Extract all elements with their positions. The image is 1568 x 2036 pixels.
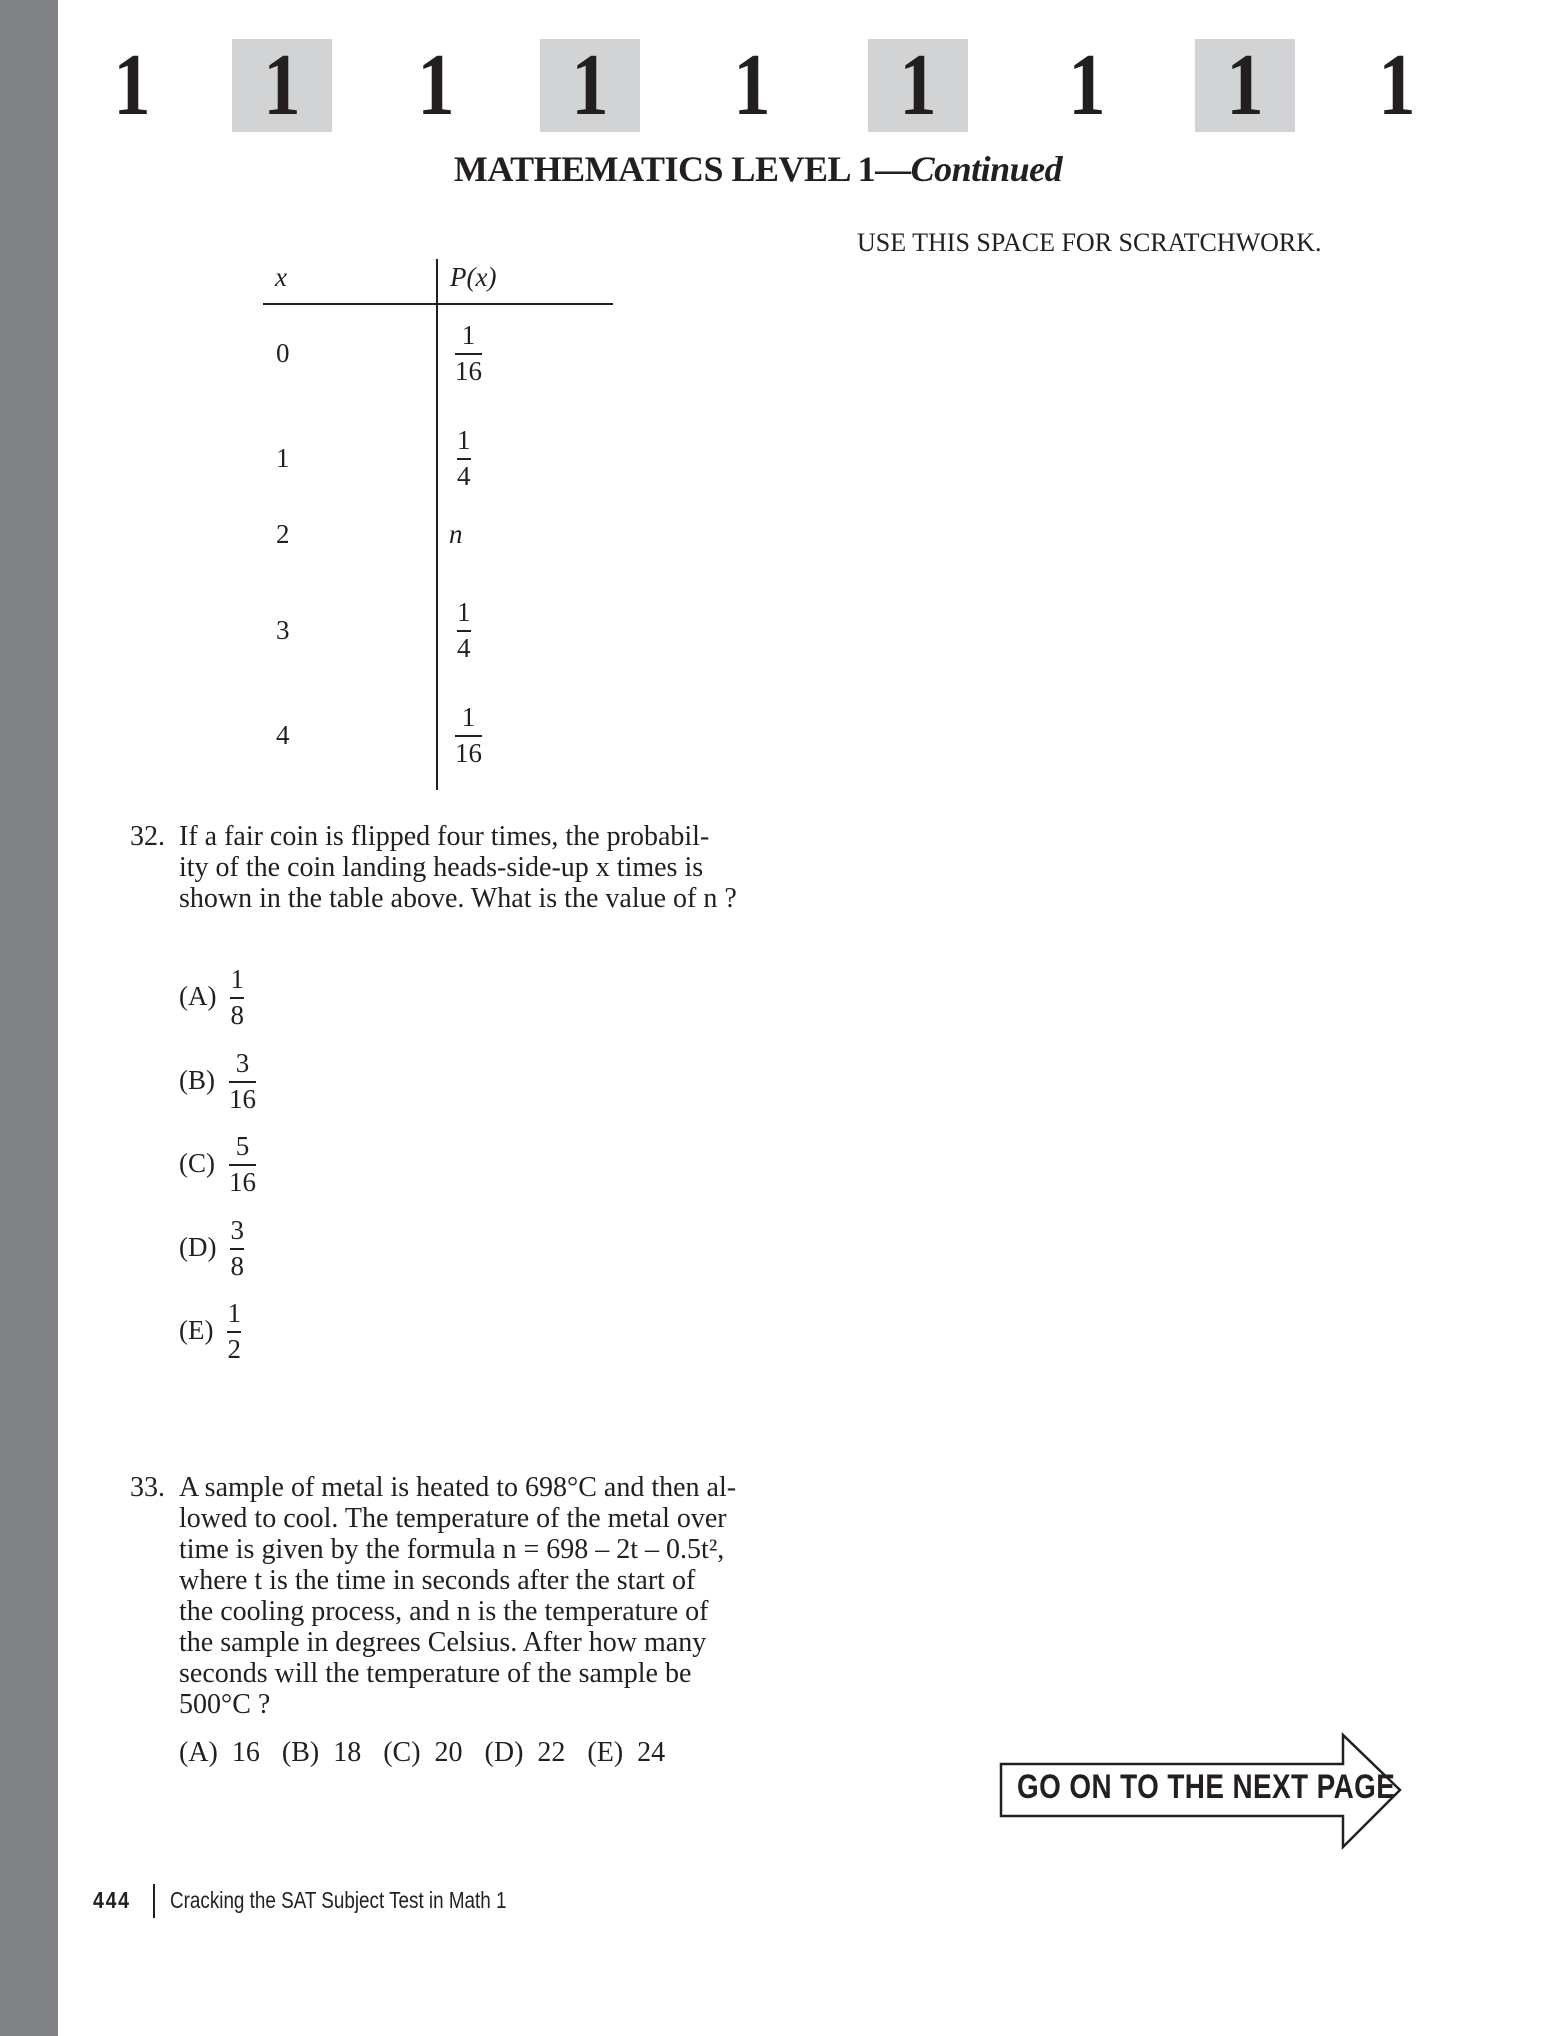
denominator: 8 (230, 999, 244, 1030)
denominator: 8 (230, 1250, 244, 1281)
question-line: shown in the table above. What is the value of n ? (179, 883, 737, 914)
table-cell-x: 1 (276, 443, 290, 473)
table-cell-probability (455, 702, 482, 768)
denominator: 4 (457, 632, 471, 663)
choice-fraction (227, 1298, 241, 1364)
question-line: seconds will the temperature of the sample be (179, 1658, 692, 1689)
table-cell-probability (457, 425, 471, 491)
scratchwork-label: USE THIS SPACE FOR SCRATCHWORK. (857, 228, 1322, 257)
question-line: A sample of metal is heated to 698°C and then al- (179, 1472, 737, 1503)
question-line: 500°C ? (179, 1689, 271, 1720)
answer-choice-c[interactable]: (C) 20 (383, 1737, 463, 1768)
numerator: 5 (235, 1131, 250, 1161)
numerator: 1 (457, 425, 471, 455)
page-title (0, 148, 1516, 190)
question-line: the cooling process, and n is the temperature of (179, 1596, 709, 1627)
section-number: 1 (1378, 37, 1416, 134)
numerator: 1 (461, 702, 476, 732)
numerator: 1 (230, 964, 244, 994)
numerator: 3 (235, 1048, 250, 1078)
answer-choice-e[interactable]: (E) 24 (587, 1737, 666, 1768)
title-continued: Continued (910, 149, 1063, 189)
table-header-px: P(x) (450, 262, 497, 292)
question-line: ity of the coin landing heads-side-up x times is (179, 852, 704, 883)
answer-choice-a[interactable] (179, 964, 244, 1030)
answer-choice-b[interactable]: (B) 18 (281, 1737, 362, 1768)
section-number: 1 (1226, 37, 1264, 134)
table-cell-x: 3 (276, 615, 290, 645)
choice-label: (C) (179, 1148, 215, 1179)
question-number: 32. (130, 821, 165, 852)
table-cell-x: 2 (276, 519, 290, 549)
section-number: 1 (899, 37, 937, 134)
answer-choice-b[interactable] (179, 1048, 256, 1114)
answer-choice-d[interactable] (179, 1215, 244, 1281)
table-divider-vertical (436, 259, 438, 790)
choice-label: (E) (179, 1315, 214, 1346)
question-line: lowed to cool. The temperature of the metal over (179, 1503, 727, 1534)
book-title: Cracking the SAT Subject Test in Math 1 (170, 1887, 507, 1913)
choice-fraction (229, 1048, 256, 1114)
question-line: the sample in degrees Celsius. After how many (179, 1627, 707, 1658)
question-line: where t is the time in seconds after the start of (179, 1565, 696, 1596)
denominator: 2 (227, 1333, 241, 1364)
question-number: 33. (130, 1472, 165, 1503)
question-33-text (179, 1472, 779, 1720)
question-32-text (179, 821, 779, 914)
title-main: MATHEMATICS LEVEL 1— (453, 149, 911, 189)
numerator: 3 (230, 1215, 244, 1245)
table-divider-horizontal (263, 303, 613, 305)
denominator: 16 (229, 1166, 256, 1197)
choice-label: (B) (179, 1065, 215, 1096)
section-number: 1 (263, 37, 301, 134)
table-cell-x: 4 (276, 720, 290, 750)
denominator: 16 (229, 1083, 256, 1114)
page-number: 444 (93, 1887, 131, 1913)
choice-label: (D) (179, 1232, 217, 1263)
section-number: 1 (571, 37, 609, 134)
question-line: If a fair coin is flipped four times, the probabil- (179, 821, 710, 852)
choice-fraction (229, 1131, 256, 1197)
section-number: 1 (113, 37, 151, 134)
denominator: 16 (455, 355, 482, 386)
question-line: time is given by the formula n = 698 – 2t – 0.5t², (179, 1534, 725, 1565)
table-cell-probability (457, 597, 471, 663)
numerator: 1 (457, 597, 471, 627)
denominator: 4 (457, 460, 471, 491)
choice-fraction (230, 1215, 244, 1281)
footer-divider (153, 1884, 155, 1918)
answer-choice-c[interactable] (179, 1131, 256, 1197)
section-number: 1 (1068, 37, 1106, 134)
table-header-x: x (275, 262, 287, 292)
question-33-choices (179, 1737, 687, 1769)
answer-choice-d[interactable]: (D) 22 (484, 1737, 566, 1768)
table-cell-probability (455, 320, 482, 386)
section-number: 1 (733, 37, 771, 134)
choice-fraction (230, 964, 244, 1030)
next-page-label: GO ON TO THE NEXT PAGE (1017, 1768, 1396, 1806)
numerator: 1 (461, 320, 476, 350)
page-edge-tab (0, 0, 58, 2036)
choice-label: (A) (179, 981, 217, 1012)
numerator: 1 (227, 1298, 241, 1328)
denominator: 16 (455, 737, 482, 768)
answer-choice-e[interactable] (179, 1298, 241, 1364)
section-number: 1 (417, 37, 455, 134)
answer-choice-a[interactable]: (A) 16 (179, 1737, 260, 1768)
table-cell-x: 0 (276, 338, 290, 368)
table-cell-probability: n (449, 519, 463, 549)
